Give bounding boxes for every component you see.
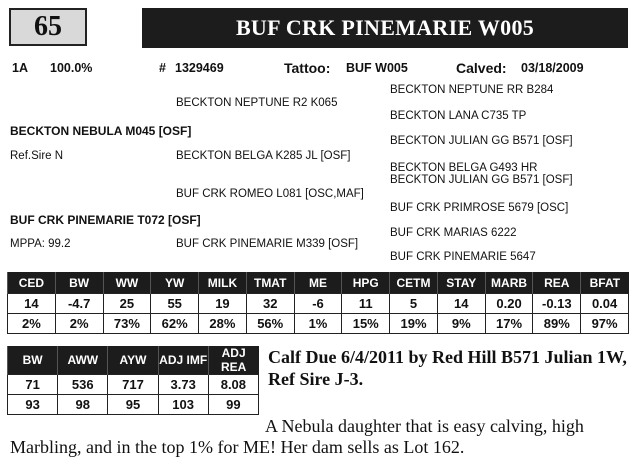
- epd-value: -4.7: [55, 294, 103, 314]
- epd-header: STAY: [437, 272, 485, 294]
- epd-percentile: 56%: [246, 314, 294, 334]
- ratio-ratio-row: [8, 395, 259, 415]
- calf-due-note: Calf Due 6/4/2011 by Red Hill B571 Julian 1W, Ref Sire J-3.: [268, 347, 627, 389]
- epd-header: YW: [151, 272, 199, 294]
- epd-value: 14: [8, 294, 56, 314]
- epd-percentile: 19%: [390, 314, 438, 334]
- calved-date: 03/18/2009: [521, 61, 584, 75]
- ratio-header: BW: [8, 346, 58, 375]
- animal-name-title: BUF CRK PINEMARIE W005: [142, 8, 628, 48]
- epd-percentile-row: [8, 314, 629, 334]
- percent-value: 100.0%: [50, 61, 93, 75]
- ratio-ratio: 103: [158, 395, 208, 415]
- pedigree-dam: BUF CRK PINEMARIE T072 [OSF]: [10, 213, 201, 227]
- epd-header: MARB: [485, 272, 533, 294]
- epd-header: BW: [55, 272, 103, 294]
- epd-value: 0.04: [581, 294, 629, 314]
- epd-header: CED: [8, 272, 56, 294]
- epd-value: 14: [437, 294, 485, 314]
- description-line-1: A Nebula daughter that is easy calving, high: [265, 416, 584, 436]
- ratio-header: AWW: [58, 346, 108, 375]
- epd-percentile: 62%: [151, 314, 199, 334]
- epd-percentile: 2%: [8, 314, 56, 334]
- ratio-value: 8.08: [208, 375, 258, 395]
- epd-value: 5: [390, 294, 438, 314]
- epd-value: -0.13: [533, 294, 581, 314]
- calved-label: Calved:: [456, 60, 507, 76]
- epd-percentile: 17%: [485, 314, 533, 334]
- epd-value: 11: [342, 294, 390, 314]
- tattoo-value: BUF W005: [346, 61, 408, 75]
- epd-value: -6: [294, 294, 342, 314]
- ratio-value: 536: [58, 375, 108, 395]
- epd-header: BFAT: [581, 272, 629, 294]
- ratio-ratio: 93: [8, 395, 58, 415]
- ratio-header: ADJ IMF: [158, 346, 208, 375]
- ratio-value: 717: [108, 375, 158, 395]
- ratio-value-row: [8, 375, 259, 395]
- ratio-value: 71: [8, 375, 58, 395]
- pedigree-dam-dam: BUF CRK PINEMARIE M339 [OSF]: [176, 238, 359, 250]
- epd-value: 19: [199, 294, 247, 314]
- ref-sire: Ref.Sire N: [10, 150, 64, 162]
- ratio-header-row: [8, 346, 259, 375]
- registration-label: #: [159, 61, 166, 75]
- registration-number: 1329469: [175, 61, 224, 75]
- lot-number: 65: [9, 8, 87, 46]
- pedigree-sdd: BECKTON BELGA G493 HR: [390, 162, 538, 174]
- pedigree-dsd: BUF CRK PRIMROSE 5679 [OSC]: [390, 202, 569, 214]
- ratio-value: 3.73: [158, 375, 208, 395]
- epd-value: 32: [246, 294, 294, 314]
- ratio-ratio: 95: [108, 395, 158, 415]
- ratio-table: [7, 346, 259, 415]
- pedigree-ddd: BUF CRK PINEMARIE 5647: [390, 251, 536, 263]
- pedigree-sds: BECKTON JULIAN GG B571 [OSF]: [390, 135, 573, 147]
- epd-percentile: 15%: [342, 314, 390, 334]
- epd-percentile: 9%: [437, 314, 485, 334]
- class-code: 1A: [12, 61, 28, 75]
- epd-percentile: 97%: [581, 314, 629, 334]
- description-line-2: Marbling, and in the top 1% for ME! Her dam sells as Lot 162.: [10, 437, 465, 457]
- epd-header: TMAT: [246, 272, 294, 294]
- epd-percentile: 73%: [103, 314, 151, 334]
- epd-header: HPG: [342, 272, 390, 294]
- epd-percentile: 89%: [533, 314, 581, 334]
- epd-value: 55: [151, 294, 199, 314]
- ratio-header: ADJ REA: [208, 346, 258, 375]
- epd-percentile: 1%: [294, 314, 342, 334]
- epd-header: ME: [294, 272, 342, 294]
- epd-header: MILK: [199, 272, 247, 294]
- pedigree-dss: BECKTON JULIAN GG B571 [OSF]: [390, 174, 573, 186]
- epd-header-row: [8, 272, 629, 294]
- epd-value: 25: [103, 294, 151, 314]
- epd-header: CETM: [390, 272, 438, 294]
- epd-header: WW: [103, 272, 151, 294]
- pedigree-dam-sire: BUF CRK ROMEO L081 [OSC,MAF]: [176, 188, 364, 200]
- pedigree-ssd: BECKTON LANA C735 TP: [390, 110, 527, 122]
- tattoo-label: Tattoo:: [284, 60, 331, 76]
- ratio-header: AYW: [108, 346, 158, 375]
- pedigree-sss: BECKTON NEPTUNE RR B284: [390, 84, 554, 96]
- epd-header: REA: [533, 272, 581, 294]
- pedigree-sire-sire: BECKTON NEPTUNE R2 K065: [176, 97, 338, 109]
- epd-value-row: [8, 294, 629, 314]
- pedigree-sire: BECKTON NEBULA M045 [OSF]: [10, 124, 192, 138]
- pedigree-sire-dam: BECKTON BELGA K285 JL [OSF]: [176, 150, 351, 162]
- epd-percentile: 28%: [199, 314, 247, 334]
- pedigree-dds: BUF CRK MARIAS 6222: [390, 227, 517, 239]
- epd-value: 0.20: [485, 294, 533, 314]
- ratio-ratio: 98: [58, 395, 108, 415]
- epd-percentile: 2%: [55, 314, 103, 334]
- mppa: MPPA: 99.2: [10, 238, 71, 250]
- ratio-ratio: 99: [208, 395, 258, 415]
- epd-table: [7, 272, 629, 334]
